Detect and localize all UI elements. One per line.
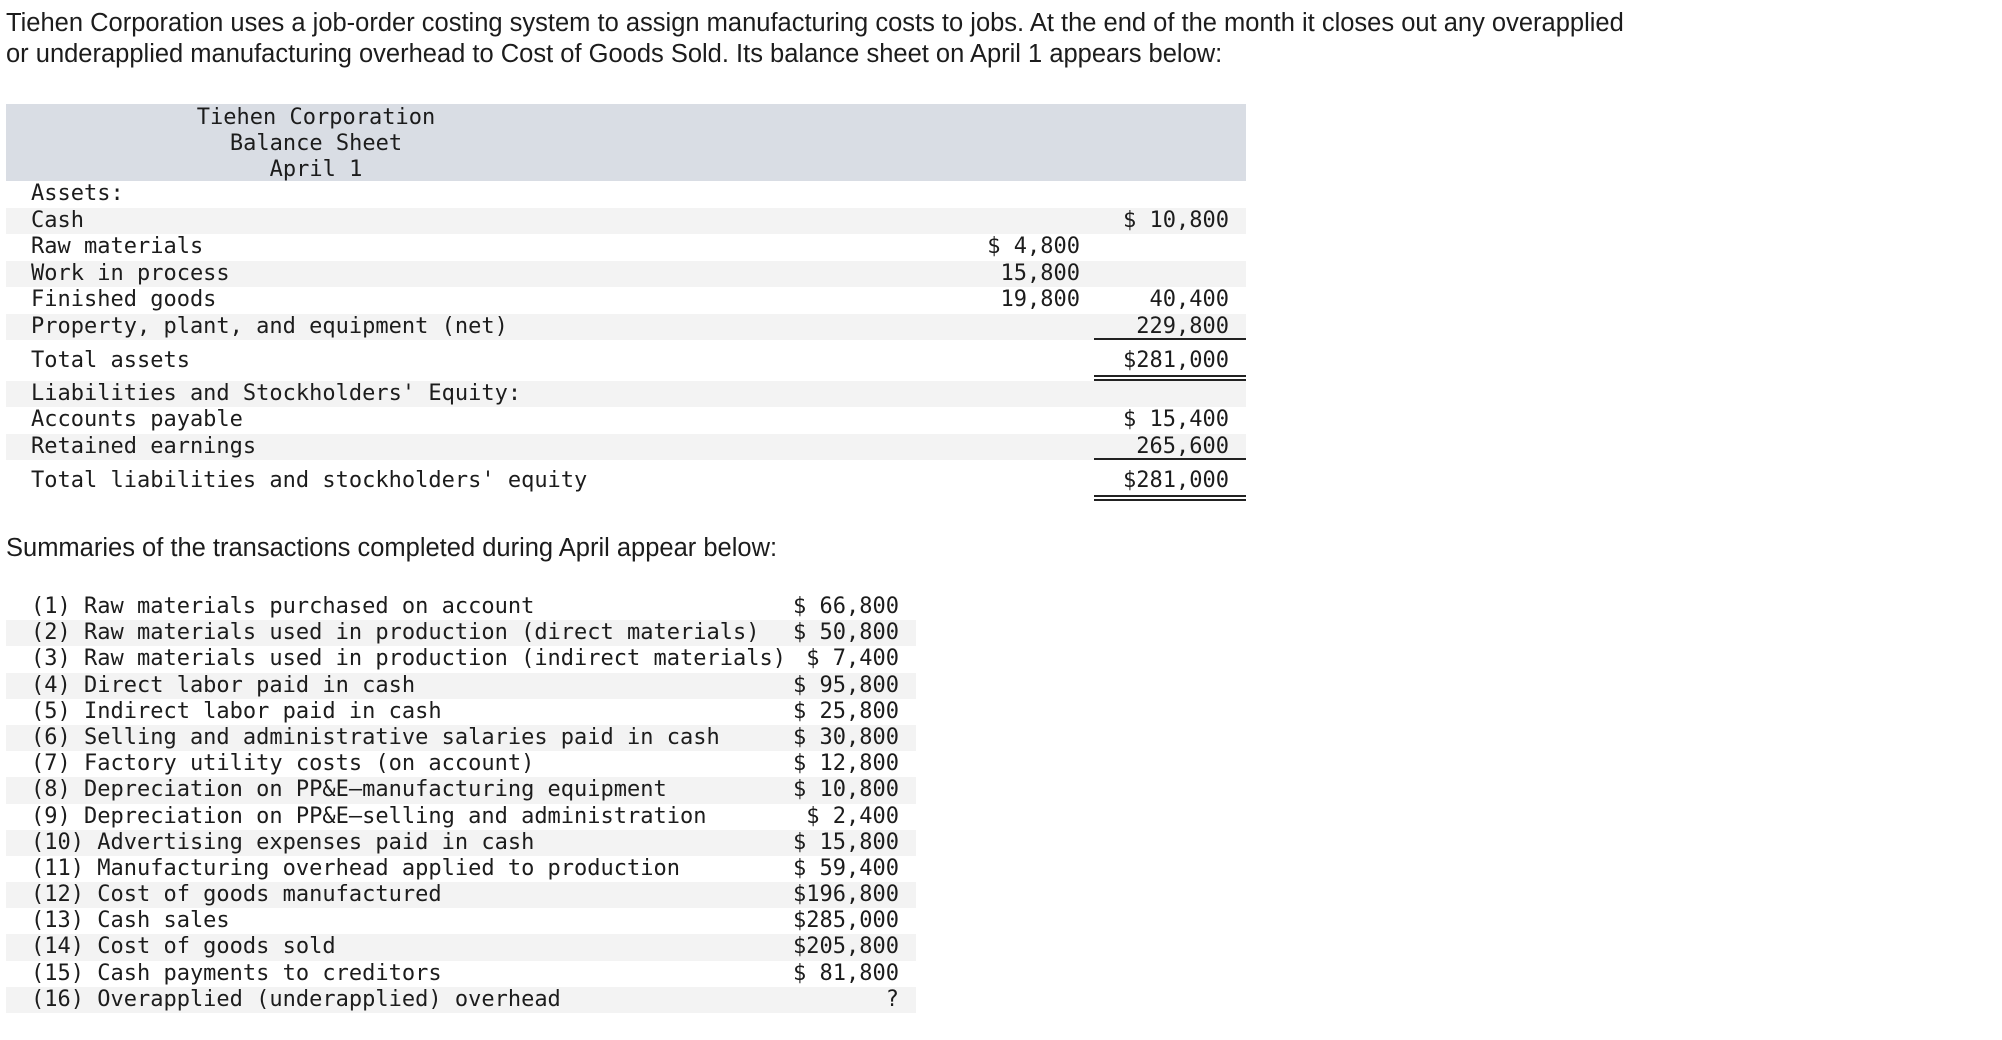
assets-heading: Assets: xyxy=(31,181,124,206)
company-name: Tiehen Corporation xyxy=(196,105,436,130)
transaction-label: (9) Depreciation on PP&E—selling and administration xyxy=(31,803,707,829)
transaction-row xyxy=(6,673,916,699)
accounts-payable-row xyxy=(6,407,1246,434)
transaction-label: (11) Manufacturing overhead applied to production xyxy=(31,855,681,881)
transaction-amount: ? xyxy=(885,986,899,1012)
transaction-label: (15) Cash payments to creditors xyxy=(31,960,442,986)
accounts-payable-value: $ 15,400 xyxy=(1123,407,1229,432)
raw-materials-label: Raw materials xyxy=(31,234,204,259)
transaction-row xyxy=(6,934,916,960)
transaction-row xyxy=(6,620,916,646)
transaction-row xyxy=(6,699,916,725)
accounts-payable-label: Accounts payable xyxy=(31,407,243,432)
transaction-row xyxy=(6,882,916,908)
retained-earnings-label: Retained earnings xyxy=(31,433,257,459)
transaction-amount: $ 81,800 xyxy=(793,960,899,986)
transaction-amount: $285,000 xyxy=(793,908,899,934)
finished-goods-value: 19,800 xyxy=(1000,287,1080,312)
transaction-amount: $196,800 xyxy=(793,882,899,908)
cash-total: $ 10,800 xyxy=(1123,207,1229,233)
ppe-label: Property, plant, and equipment (net) xyxy=(31,313,508,339)
transaction-row xyxy=(6,725,916,751)
transaction-amount: $ 30,800 xyxy=(793,724,899,750)
transaction-label: (8) Depreciation on PP&E—manufacturing equipment xyxy=(31,777,667,803)
wip-row xyxy=(6,261,1246,288)
finished-goods-label: Finished goods xyxy=(31,287,217,312)
retained-earnings-value: 265,600 xyxy=(1136,433,1229,459)
transaction-label: (2) Raw materials used in production (direct materials) xyxy=(31,620,760,646)
raw-materials-row xyxy=(6,234,1246,261)
wip-value: 15,800 xyxy=(1000,260,1080,286)
total-le-row xyxy=(6,468,1246,495)
transaction-label: (5) Indirect labor paid in cash xyxy=(31,698,442,724)
transaction-amount: $ 15,800 xyxy=(793,829,899,855)
transaction-amount: $205,800 xyxy=(793,934,899,960)
transaction-label: (1) Raw materials purchased on account xyxy=(31,594,535,619)
transaction-label: (7) Factory utility costs (on account) xyxy=(31,751,535,777)
liab-heading: Liabilities and Stockholders' Equity: xyxy=(31,380,522,406)
cash-label: Cash xyxy=(31,207,84,233)
transaction-amount: $ 95,800 xyxy=(793,672,899,698)
transaction-row xyxy=(6,594,916,620)
rule-spacer-2 xyxy=(6,460,1246,468)
transaction-label: (4) Direct labor paid in cash xyxy=(31,672,416,698)
ppe-row xyxy=(6,314,1246,341)
statement-date: April 1 xyxy=(269,157,363,182)
assets-heading-row xyxy=(6,181,1246,208)
double-rule-spacer-2 xyxy=(6,495,1246,501)
transaction-amount: $ 12,800 xyxy=(793,751,899,777)
statement-title: Balance Sheet xyxy=(229,131,403,156)
total-assets-value: $281,000 xyxy=(1123,348,1229,373)
cash-row xyxy=(6,208,1246,235)
intro-paragraph: Tiehen Corporation uses a job-order costing system to assign manufacturing costs to jobs. At the end of the month it closes out any overapplied or underapplied manufacturing overhead to Cost of Goods Sold. Its balance sheet on April 1 appears below: xyxy=(6,9,1624,68)
transaction-label: (14) Cost of goods sold xyxy=(31,934,336,960)
transaction-amount: $ 50,800 xyxy=(793,620,899,646)
inventory-total: 40,400 xyxy=(1149,287,1229,312)
summary-heading: Summaries of the transactions completed during April appear below: xyxy=(6,534,778,562)
wip-label: Work in process xyxy=(31,260,230,286)
transaction-amount: $ 2,400 xyxy=(806,803,899,829)
transactions-table xyxy=(6,594,916,1013)
balance-sheet-header xyxy=(6,104,1246,181)
transaction-label: (13) Cash sales xyxy=(31,908,230,934)
transaction-label: (6) Selling and administrative salaries paid in cash xyxy=(31,724,720,750)
transaction-label: (16) Overapplied (underapplied) overhead xyxy=(31,986,561,1012)
total-le-double-rule xyxy=(1094,495,1246,501)
balance-sheet-table xyxy=(6,104,1246,501)
transaction-amount: $ 59,400 xyxy=(793,855,899,881)
transaction-amount: $ 25,800 xyxy=(793,698,899,724)
total-assets-label: Total assets xyxy=(31,348,190,373)
transaction-label: (3) Raw materials used in production (indirect materials) xyxy=(31,646,786,672)
subtotal-rule xyxy=(1094,338,1246,340)
transaction-amount: $ 10,800 xyxy=(793,777,899,803)
liab-heading-row xyxy=(6,381,1246,408)
transaction-row xyxy=(6,751,916,777)
transaction-row xyxy=(6,646,916,672)
transaction-row xyxy=(6,987,916,1013)
transaction-label: (10) Advertising expenses paid in cash xyxy=(31,829,535,855)
transaction-row xyxy=(6,908,916,934)
total-assets-row xyxy=(6,348,1246,375)
subtotal-rule-2 xyxy=(1094,458,1246,460)
transaction-row xyxy=(6,961,916,987)
ppe-total: 229,800 xyxy=(1136,313,1229,339)
finished-goods-row xyxy=(6,287,1246,314)
transaction-amount: $ 7,400 xyxy=(806,646,899,672)
total-le-label: Total liabilities and stockholders' equity xyxy=(31,468,588,493)
transaction-label: (12) Cost of goods manufactured xyxy=(31,882,442,908)
raw-materials-value: $ 4,800 xyxy=(987,234,1080,259)
transaction-row xyxy=(6,856,916,882)
transaction-row xyxy=(6,804,916,830)
transaction-row xyxy=(6,830,916,856)
rule-spacer xyxy=(6,340,1246,348)
transaction-row xyxy=(6,777,916,803)
retained-earnings-row xyxy=(6,434,1246,461)
total-le-value: $281,000 xyxy=(1123,468,1229,493)
transaction-amount: $ 66,800 xyxy=(793,594,899,619)
